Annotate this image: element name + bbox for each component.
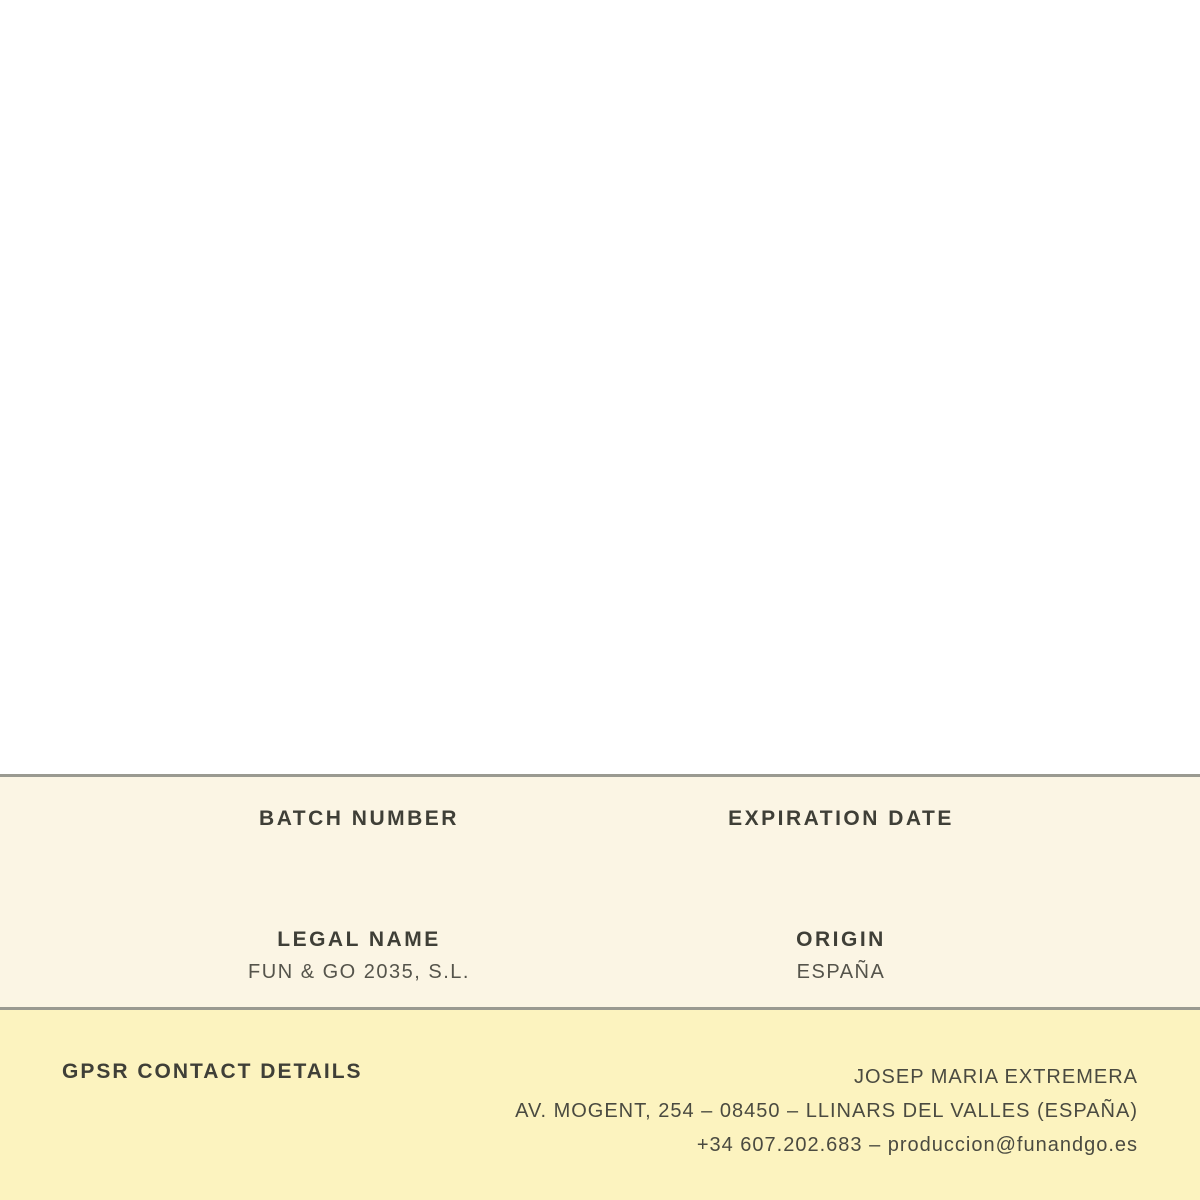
origin-field — [600, 928, 1082, 985]
gpsr-contact-block — [515, 1060, 1138, 1162]
origin-label: ORIGIN — [796, 928, 886, 951]
gpsr-contact-name: JOSEP MARIA EXTREMERA — [853, 1066, 1138, 1088]
info-row-legal-origin — [118, 928, 1082, 985]
product-info-section — [0, 777, 1200, 1007]
expiration-date-label: EXPIRATION DATE — [728, 807, 954, 830]
legal-name-value: FUN & GO 2035, S.L. — [248, 961, 470, 983]
legal-name-field — [118, 928, 600, 985]
expiration-date-value — [600, 840, 1082, 864]
origin-value: ESPAÑA — [796, 961, 886, 983]
batch-number-value — [118, 840, 600, 864]
batch-number-field — [118, 807, 600, 864]
gpsr-contact-phone-email: +34 607.202.683 – produccion@funandgo.es — [696, 1134, 1138, 1156]
batch-number-label: BATCH NUMBER — [259, 807, 459, 830]
gpsr-contact-address: AV. MOGENT, 254 – 08450 – LLINARS DEL VALLES (ESPAÑA) — [515, 1100, 1138, 1122]
gpsr-contact-title: GPSR CONTACT DETAILS — [62, 1060, 363, 1083]
legal-name-label: LEGAL NAME — [277, 928, 441, 951]
gpsr-contact-section — [0, 1010, 1200, 1200]
info-row-batch-expiry — [118, 807, 1082, 864]
expiration-date-field — [600, 807, 1082, 864]
